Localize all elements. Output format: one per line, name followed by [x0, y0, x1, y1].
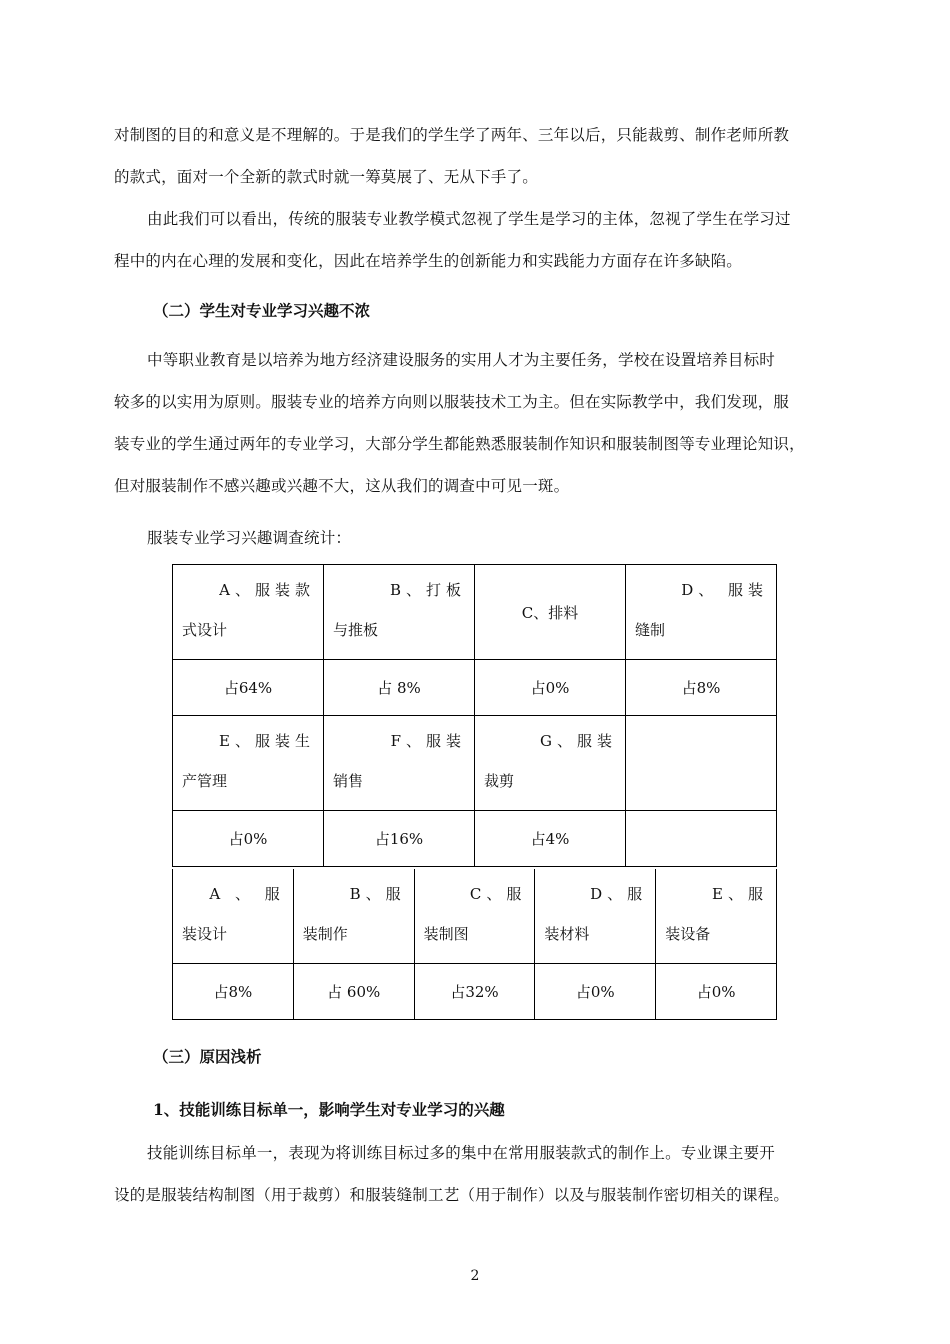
cell-text: 式设计	[182, 621, 228, 639]
table-row	[173, 716, 777, 811]
table-cell	[324, 716, 475, 811]
table-cell	[535, 869, 656, 964]
percent-cell: 占0%	[656, 964, 777, 1020]
table-cell	[475, 716, 626, 811]
table-cell	[414, 869, 535, 964]
cell-text: D、服	[590, 885, 648, 903]
cell-text: 装设计	[182, 925, 228, 943]
paragraph-line: 设的是服装结构制图（用于裁剪）和服装缝制工艺（用于制作）以及与服装制作密切相关的课程。	[114, 1186, 790, 1204]
table-cell	[475, 565, 626, 660]
cell-text: 装设备	[665, 925, 711, 943]
percent-cell: 占0%	[535, 964, 656, 1020]
table-cell	[173, 869, 294, 964]
cell-text: A、服装款	[219, 581, 315, 599]
cell-text: D、 服装	[681, 581, 768, 599]
cell-text: B、打板	[389, 581, 466, 599]
paragraph-line: 较多的以实用为原则。服装专业的培养方向则以服装技术工为主。但在实际教学中，我们发现，服	[114, 393, 790, 411]
cell-text: C、服	[469, 885, 527, 903]
paragraph-line: 的款式，面对一个全新的款式时就一筹莫展了、无从下手了。	[114, 168, 538, 186]
cell-text: 装制作	[302, 925, 348, 943]
table-cell	[626, 565, 777, 660]
percent-cell: 占64%	[173, 660, 324, 716]
subsection-heading: 1、技能训练目标单一，影响学生对专业学习的兴趣	[153, 1100, 505, 1119]
table-row	[173, 565, 777, 660]
cell-text: 缝制	[635, 621, 666, 639]
paragraph-line: 由此我们可以看出，传统的服装专业教学模式忽视了学生是学习的主体，忽视了学生在学习过	[147, 210, 791, 228]
percent-cell: 占8%	[626, 660, 777, 716]
table-cell	[293, 869, 414, 964]
table-row	[173, 660, 777, 716]
cell-text: G、服装	[540, 732, 617, 750]
paragraph-line: 程中的内在心理的发展和变化，因此在培养学生的创新能力和实践能力方面存在许多缺陷。	[114, 252, 743, 270]
cell-text: E、服	[712, 885, 768, 903]
cell-text: 裁剪	[484, 772, 515, 790]
empty-cell	[626, 716, 777, 811]
cell-text: 装材料	[544, 925, 590, 943]
cell-text: 装制图	[423, 925, 469, 943]
table-cell	[656, 869, 777, 964]
page-number: 2	[470, 1268, 480, 1284]
table-row	[173, 964, 777, 1020]
survey-table-2	[172, 869, 777, 1020]
table-cell	[324, 565, 475, 660]
table-row	[173, 811, 777, 867]
paragraph-line: 对制图的目的和意义是不理解的。于是我们的学生学了两年、三年以后，只能裁剪、制作老师所教	[114, 126, 790, 144]
paragraph-line: 中等职业教育是以培养为地方经济建设服务的实用人才为主要任务，学校在设置培养目标时	[147, 351, 776, 369]
cell-text: F、服装	[390, 732, 466, 750]
empty-cell	[626, 811, 777, 867]
percent-cell: 占 60%	[293, 964, 414, 1020]
section-heading: （二）学生对专业学习兴趣不浓	[153, 301, 371, 320]
paragraph-line: 装专业的学生通过两年的专业学习，大部分学生都能熟悉服装制作知识和服装制图等专业理论知识，	[114, 435, 805, 453]
cell-text: E、服装生	[219, 732, 315, 750]
percent-cell: 占8%	[173, 964, 294, 1020]
cell-text: 产管理	[182, 772, 228, 790]
percent-cell: 占0%	[173, 811, 324, 867]
percent-cell: 占16%	[324, 811, 475, 867]
survey-table-1	[172, 564, 777, 867]
table-cell	[173, 716, 324, 811]
percent-cell: 占32%	[414, 964, 535, 1020]
cell-text: 与推板	[333, 621, 379, 639]
percent-cell: 占0%	[475, 660, 626, 716]
paragraph-line: 但对服装制作不感兴趣或兴趣不大，这从我们的调查中可见一斑。	[114, 477, 570, 495]
section-heading: （三）原因浅析	[153, 1047, 262, 1066]
table-cell	[173, 565, 324, 660]
table-row	[173, 869, 777, 964]
cell-text: A 、 服	[209, 885, 285, 903]
percent-cell: 占4%	[475, 811, 626, 867]
paragraph-line: 技能训练目标单一，表现为将训练目标过多的集中在常用服装款式的制作上。专业课主要开	[147, 1144, 776, 1162]
cell-text: B、服	[349, 885, 406, 903]
table-caption: 服装专业学习兴趣调查统计：	[147, 529, 352, 547]
percent-cell: 占 8%	[324, 660, 475, 716]
cell-text: C、排料	[521, 603, 579, 622]
cell-text: 销售	[333, 772, 364, 790]
